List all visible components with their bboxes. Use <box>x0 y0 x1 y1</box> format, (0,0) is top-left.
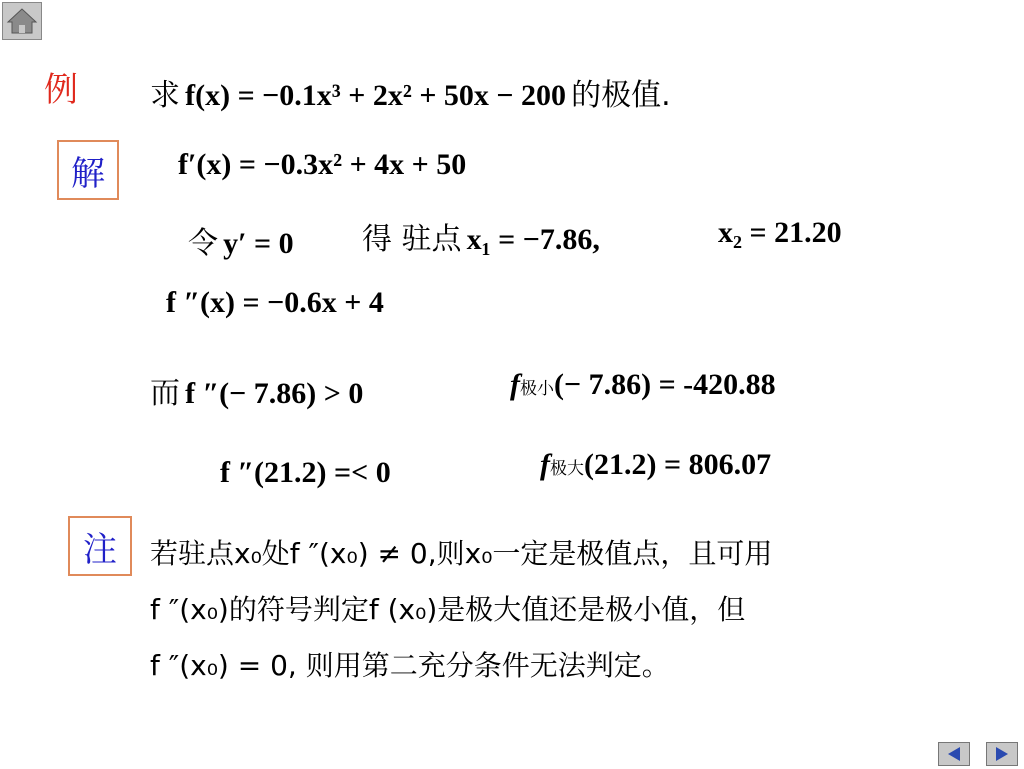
max-test: f ″(21.2) =< 0 <box>220 456 391 489</box>
triangle-left-icon <box>939 743 969 765</box>
home-button[interactable] <box>2 2 42 40</box>
note-line-2: f ″(x₀)的符号判定f (x₀)是极大值还是极小值，但 <box>150 593 746 626</box>
home-icon <box>3 3 41 39</box>
problem-suffix: 的极值. <box>571 78 671 113</box>
min-result: (− 7.86) = -420.88 <box>554 368 776 401</box>
problem-prefix: 求 <box>150 78 180 113</box>
critical-points-label: 得 驻点 <box>362 222 462 257</box>
triangle-right-icon <box>987 743 1017 765</box>
let-label: 令 <box>188 226 218 261</box>
next-slide-button[interactable] <box>986 742 1018 766</box>
min-test: f ″(− 7.86) > 0 <box>185 377 364 410</box>
zero-condition: y′ = 0 <box>223 227 294 260</box>
second-derivative-line: f ″(x) = −0.6x + 4 <box>166 286 384 319</box>
critical-points-line <box>188 218 294 262</box>
critical-points <box>362 214 600 258</box>
example-tag: 例 <box>44 70 78 110</box>
critical-point-x1: x₁ = −7.86, <box>466 223 600 256</box>
problem-statement <box>150 70 671 114</box>
previous-slide-button[interactable] <box>938 742 970 766</box>
and-label: 而 <box>150 376 180 411</box>
note-line-3: f ″(x₀) = 0, 则用第二充分条件无法判定。 <box>150 649 670 682</box>
derivative-line: f′(x) = −0.3x² + 4x + 50 <box>178 148 467 181</box>
min-condition <box>150 368 363 412</box>
max-subscript: 极大 <box>550 459 584 479</box>
note-line-1: 若驻点x₀处f ″(x₀) ≠ 0,则x₀一定是极值点，且可用 <box>150 537 773 570</box>
min-f: f <box>510 368 520 401</box>
critical-point-x2: x₂ = 21.20 <box>718 216 842 249</box>
max-value <box>540 448 771 482</box>
max-result: (21.2) = 806.07 <box>584 448 772 481</box>
problem-formula: f(x) = −0.1x³ + 2x² + 50x − 200 <box>185 79 567 112</box>
max-f: f <box>540 448 550 481</box>
solution-tag: 解 <box>57 140 119 200</box>
note-tag: 注 <box>68 516 132 576</box>
min-value <box>510 368 776 402</box>
min-subscript: 极小 <box>520 379 554 399</box>
